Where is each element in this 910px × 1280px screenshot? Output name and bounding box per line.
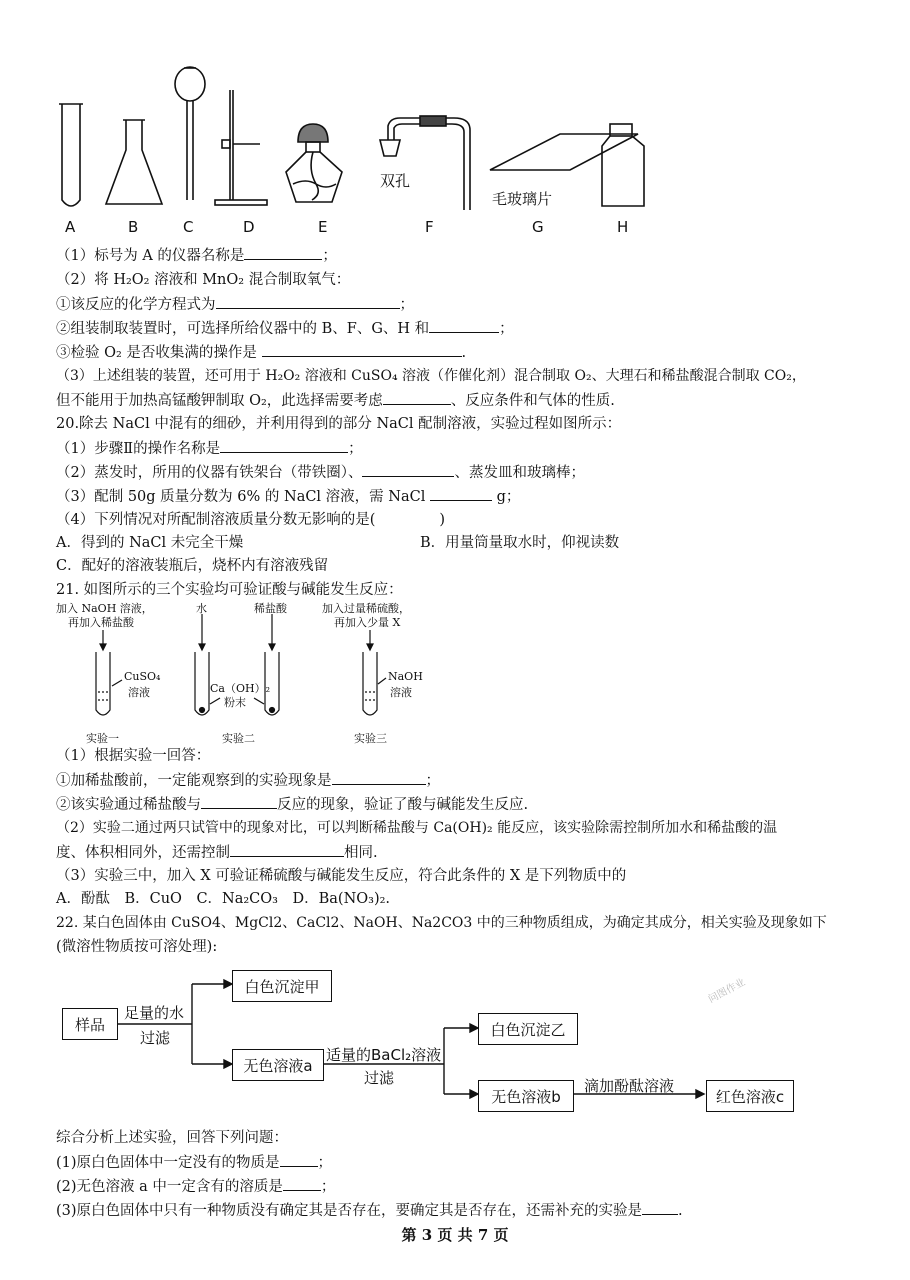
flow-step2-top: 适量的BaCl₂溶液 [326,1046,442,1064]
q21-intro: 21. 如图所示的三个实验均可验证酸与碱能发生反应： [56,582,403,598]
apparatus-label-b: B [128,218,139,236]
flow-colorless-sol-a: 无色溶液a [232,1049,324,1081]
apparatus-label-g: G [532,218,544,236]
exp1-top-1: 加入 NaOH 溶液， [56,602,153,615]
apparatus-label-d: D [243,218,255,236]
flow-step1-top: 足量的水 [124,1004,185,1022]
exp3-name: 实验三 [354,732,387,745]
q21-line-1: （1）根据实验一回答： [56,748,211,764]
answer-blank[interactable] [332,770,426,785]
answer-blank[interactable] [375,510,439,524]
watermark: 问图作业 [706,977,748,1006]
answer-blank[interactable] [642,1200,678,1215]
exp2-water: 水 [196,602,207,615]
test-tube-A [59,104,83,206]
q20-option-c: C．配好的溶液装瓶后，烧杯内有溶液残留 [56,558,329,574]
q21-line-4: （2）实验二通过两只试管中的现象对比，可以判断稀盐酸与 Ca(OH)₂ 能反应，该实验除需控制所加水和稀盐酸的温 [56,820,778,836]
exp2-substance: Ca（OH）₂ [210,682,270,695]
q19-line-2: （2）将 H₂O₂ 溶液和 MnO₂ 混合制取氧气： [56,272,351,288]
exp1-name: 实验一 [86,732,119,745]
answer-blank[interactable] [244,245,322,260]
long-neck-funnel-C [175,67,205,200]
flow-sample-box: 样品 [62,1008,118,1040]
iron-stand-D [215,90,267,205]
exp2-name: 实验二 [222,732,255,745]
apparatus-label-h: H [617,218,629,236]
exp3-top-2: 再加入少量 X [334,616,401,629]
q21-line-5: 度、体积相同外，还需控制 相同. [56,842,378,863]
q19-line-1: （1）标号为 A 的仪器名称是 ； [56,245,337,266]
exp2-acid: 稀盐酸 [254,602,287,615]
experiments-figure [50,600,430,750]
conical-flask-B [106,120,162,204]
q19-line-5: ③检验 O₂ 是否收集满的操作是 . [56,342,466,363]
flow-step2-bottom: 过滤 [364,1069,395,1087]
apparatus-label-a: A [65,218,76,236]
q22-line-1: 22. 某白色固体由 CuSO4、MgCl2、CaCl2、NaOH、Na2CO3 中的三种物质组成，为确定其成分，相关实验及现象如下 [56,915,827,931]
glass-plate-G [490,134,638,170]
flow-white-ppt-b: 白色沉淀乙 [478,1013,578,1045]
q20-line-1: （1）步骤Ⅱ的操作名称是 ； [56,438,363,459]
q19-line-4: ②组装制取装置时，可选择所给仪器中的 B、F、G、H 和 ； [56,318,514,339]
answer-blank[interactable] [230,842,344,857]
apparatus-note-g: 毛玻璃片 [492,190,553,208]
q22-line-6: (3)原白色固体中只有一种物质没有确定其是否存在，要确定其是否存在，还需补充的实验是 . [56,1200,683,1221]
answer-blank[interactable] [220,438,348,453]
exp2-substance-2: 粉末 [224,696,246,709]
q20-intro: 20.除去 NaCl 中混有的细砂，并利用得到的部分 NaCl 配制溶液，实验过程如图所示： [56,416,622,432]
q19-line-3: ①该反应的化学方程式为 ； [56,294,414,315]
answer-blank[interactable] [280,1152,318,1167]
apparatus-note-f: 双孔 [380,172,411,190]
q20-line-3: （3）配制 50g 质量分数为 6% 的 NaCl 溶液，需 NaCl g； [56,486,520,507]
answer-blank[interactable] [216,294,400,309]
q20-option-b: B．用量筒量取水时，仰视读数 [420,535,620,551]
alcohol-lamp-E [286,124,342,202]
flow-step1-bottom: 过滤 [140,1029,171,1047]
exp3-solution-2: 溶液 [390,686,412,699]
answer-blank[interactable] [262,342,462,357]
apparatus-label-e: E [318,218,328,236]
apparatus-label-c: C [183,218,194,236]
q21-line-6: （3）实验三中，加入 X 可验证稀硫酸与碱能发生反应，符合此条件的 X 是下列物质中的 [56,868,627,884]
q21-line-7: A．酚酞 B．CuO C．Na₂CO₃ D．Ba(NO₃)₂. [56,891,391,907]
q22-line-3: 综合分析上述实验，回答下列问题： [56,1130,288,1146]
exp1-solution-1: CuSO₄ [124,670,161,683]
q22-line-5: (2)无色溶液 a 中一定含有的溶质是 ； [56,1176,335,1197]
q20-line-4: （4）下列情况对所配制溶液质量分数无影响的是( ) [56,512,446,528]
exp1-solution-2: 溶液 [128,686,150,699]
answer-blank[interactable] [362,462,454,477]
answer-blank[interactable] [283,1176,321,1191]
page-footer: 第 3 页 共 7 页 [401,1226,509,1244]
q21-line-3: ②该实验通过稀盐酸与 反应的现象，验证了酸与碱能发生反应. [56,794,528,815]
q20-option-a: A．得到的 NaCl 未完全干燥 [56,535,244,551]
q20-line-2: （2）蒸发时，所用的仪器有铁架台（带铁圈）、 、蒸发皿和玻璃棒； [56,462,585,483]
q19-line-6: （3）上述组装的装置，还可用于 H₂O₂ 溶液和 CuSO₄ 溶液（作催化剂）混合制取 O₂、大理石和稀盐酸混合制取 CO₂， [56,368,806,384]
q22-line-2: (微溶性物质按可溶处理): [56,939,218,955]
apparatus-figure [50,60,670,240]
gas-bottle-H [602,124,644,206]
flow-red-sol-c: 红色溶液c [706,1080,794,1112]
apparatus-label-f: F [425,218,434,236]
exp1-top-2: 再加入稀盐酸 [68,616,134,629]
exp3-top-1: 加入过量稀硫酸， [322,602,410,615]
exp3-solution-1: NaOH [388,670,423,683]
flow-step3: 滴加酚酞溶液 [584,1077,675,1095]
q22-line-4: (1)原白色固体中一定没有的物质是 ； [56,1152,332,1173]
stopper-tube-F [380,116,470,210]
q21-line-2: ①加稀盐酸前，一定能观察到的实验现象是 ； [56,770,440,791]
answer-blank[interactable] [430,486,492,501]
flow-white-ppt-a: 白色沉淀甲 [232,970,332,1002]
answer-blank[interactable] [201,794,277,809]
q19-line-7: 但不能用于加热高锰酸钾制取 O₂，此选择需要考虑 、反应条件和气体的性质. [56,390,615,411]
answer-blank[interactable] [383,390,451,405]
flow-colorless-sol-b: 无色溶液b [478,1080,574,1112]
answer-blank[interactable] [429,318,499,333]
